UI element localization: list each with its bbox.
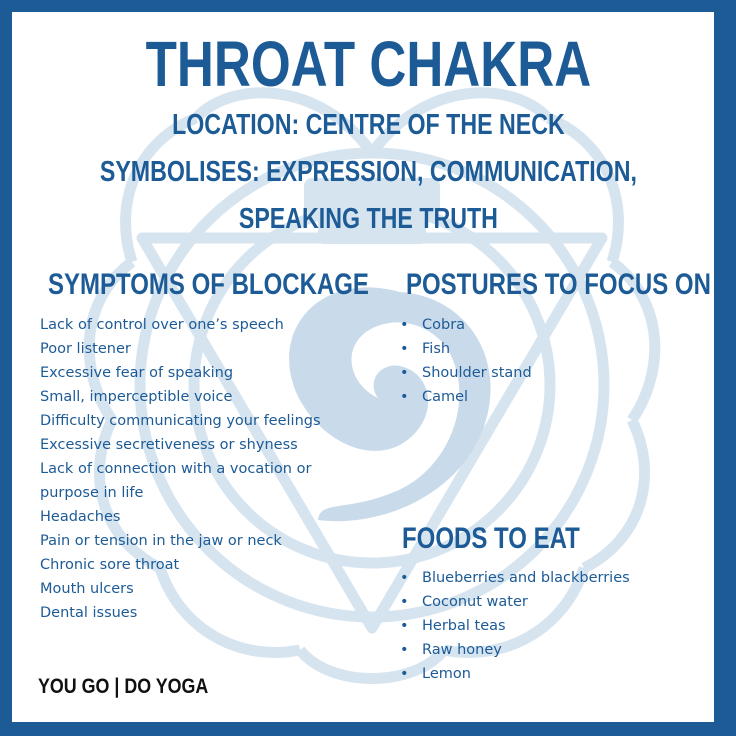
list-item: Excessive fear of speaking	[40, 365, 234, 381]
symptoms-heading: SYMPTOMS OF BLOCKAGE	[48, 268, 369, 301]
list-item: Lack of connection with a vocation or	[40, 461, 312, 477]
list-item: • Lemon	[400, 662, 630, 686]
list-item: • Blueberries and blackberries	[400, 566, 630, 590]
page-title: THROAT CHAKRA	[145, 28, 592, 100]
list-item: • Fish	[400, 337, 532, 361]
symbolises-line-2: SPEAKING THE TRUTH	[238, 203, 498, 235]
postures-heading: POSTURES TO FOCUS ON	[406, 268, 711, 301]
foods-list	[400, 566, 630, 686]
list-item: Small, imperceptible voice	[40, 389, 233, 405]
list-item: • Raw honey	[400, 638, 630, 662]
list-item: Poor listener	[40, 341, 131, 357]
list-item: Excessive secretiveness or shyness	[40, 437, 298, 453]
list-item: Headaches	[40, 509, 121, 525]
list-item: • Herbal teas	[400, 614, 630, 638]
brand-footer: YOU GO | DO YOGA	[38, 675, 209, 698]
list-item: purpose in life	[40, 485, 144, 501]
list-item: • Cobra	[400, 313, 532, 337]
list-item: Lack of control over one’s speech	[40, 317, 284, 333]
list-item: Chronic sore throat	[40, 557, 180, 573]
list-item: • Coconut water	[400, 590, 630, 614]
postures-list	[400, 313, 532, 409]
symptoms-list	[40, 313, 321, 625]
list-item: Mouth ulcers	[40, 581, 134, 597]
list-item: • Shoulder stand	[400, 361, 532, 385]
list-item: • Camel	[400, 385, 532, 409]
list-item: Dental issues	[40, 605, 138, 621]
location-line: LOCATION: CENTRE OF THE NECK	[172, 109, 565, 141]
list-item: Difficulty communicating your feelings	[40, 413, 321, 429]
list-item: Pain or tension in the jaw or neck	[40, 533, 282, 549]
foods-heading: FOODS TO EAT	[402, 522, 580, 555]
symbolises-line-1: SYMBOLISES: EXPRESSION, COMMUNICATION,	[99, 156, 637, 188]
